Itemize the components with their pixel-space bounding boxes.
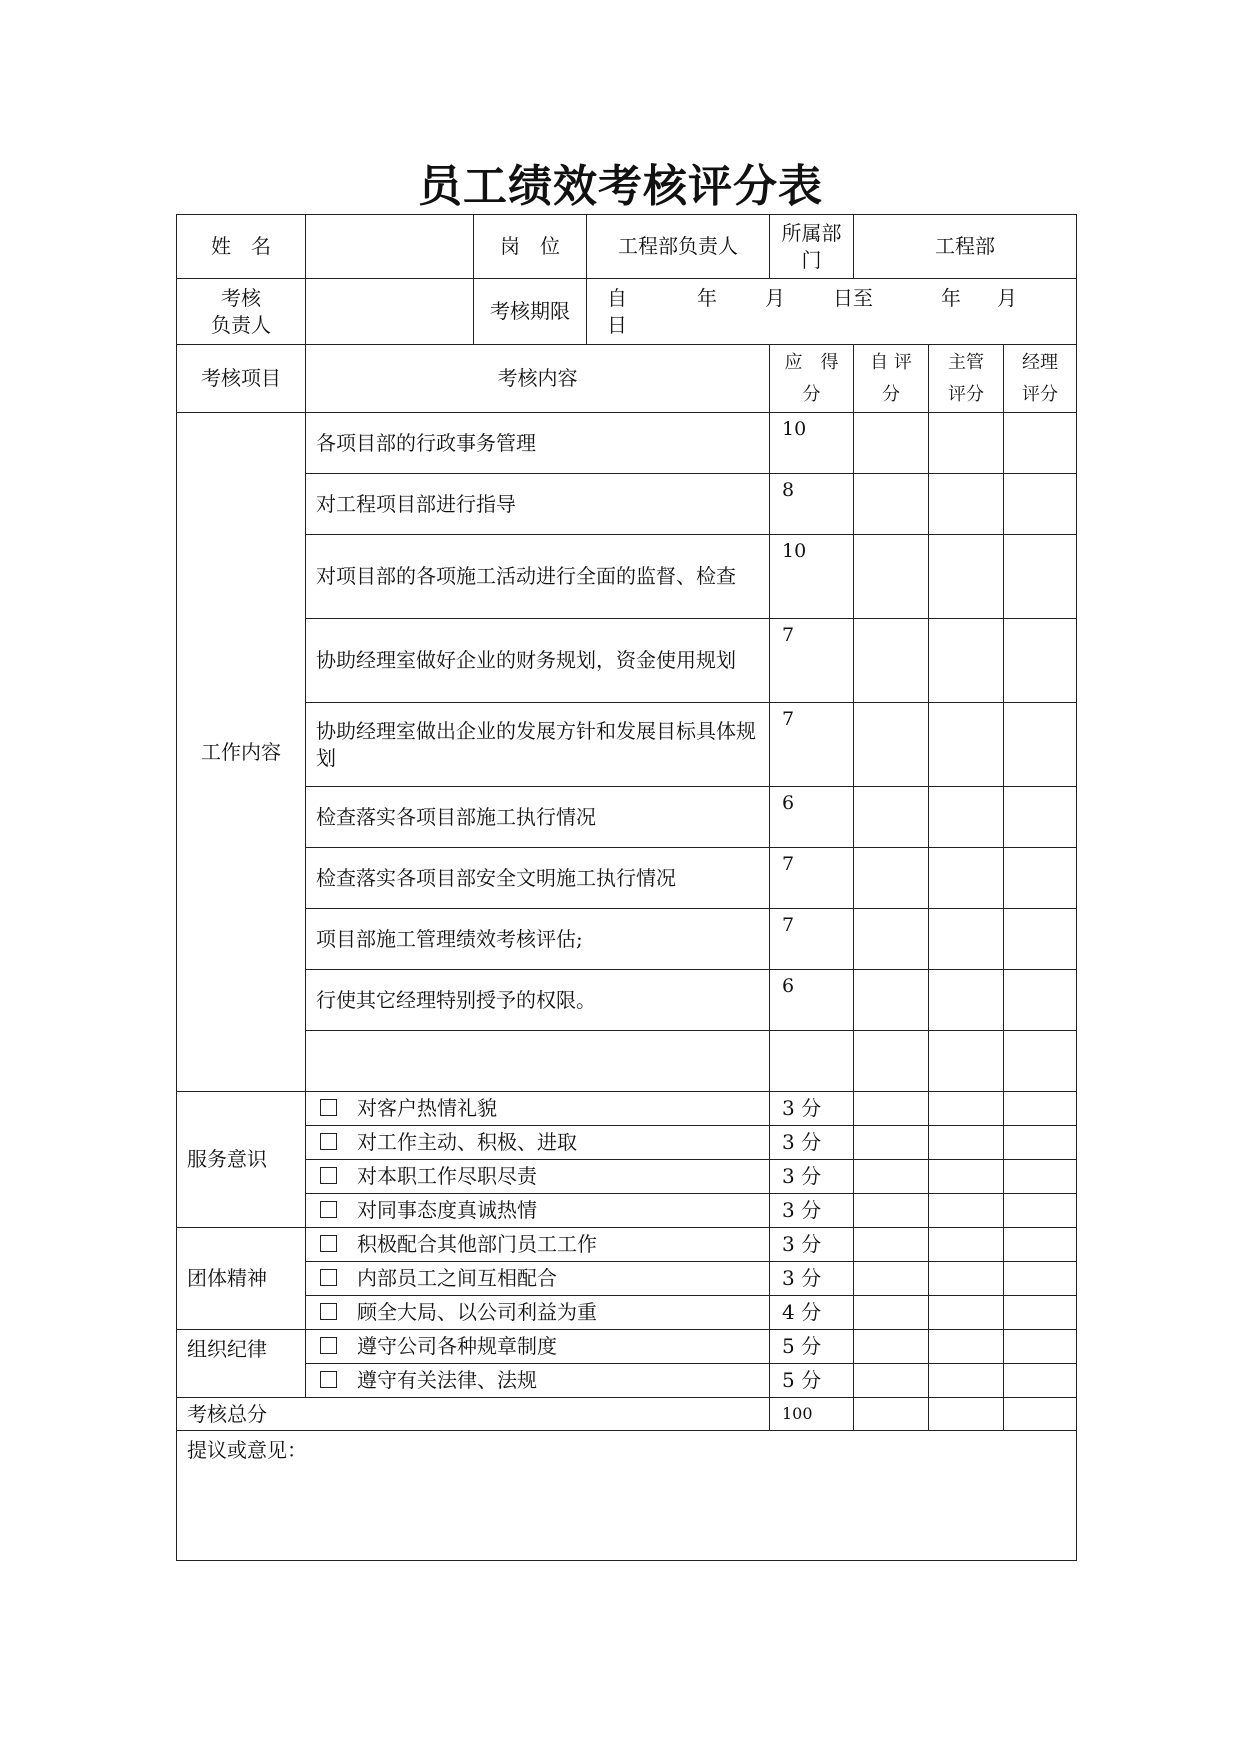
form-title: 员工绩效考核评分表 <box>418 161 823 212</box>
checkbox-item <box>306 1364 770 1398</box>
self-score-cell[interactable] <box>854 1296 929 1330</box>
checkbox-item-label: 遵守公司各种规章制度 <box>357 1334 557 1358</box>
period-day-2: 日 <box>607 312 627 337</box>
manager-score-cell[interactable] <box>1004 1031 1077 1092</box>
manager-score-cell[interactable] <box>1004 970 1077 1031</box>
item-points: 3 分 <box>770 1262 854 1296</box>
checkbox-icon[interactable] <box>320 1201 337 1218</box>
work-score-blank[interactable] <box>770 1031 854 1092</box>
supervisor-score-cell[interactable] <box>929 1228 1004 1262</box>
self-score-cell[interactable] <box>854 1330 929 1364</box>
self-score-cell[interactable] <box>854 787 929 848</box>
header-manager-line1: 经理 <box>1022 352 1058 373</box>
self-total-cell[interactable] <box>854 1398 929 1431</box>
self-score-cell[interactable] <box>854 474 929 535</box>
category-work: 工作内容 <box>177 413 306 1092</box>
supervisor-score-cell[interactable] <box>929 1092 1004 1126</box>
work-item-score: 6 <box>770 970 854 1031</box>
header-manager-line2: 评分 <box>1022 383 1058 405</box>
item-points: 3 分 <box>770 1228 854 1262</box>
total-value: 100 <box>770 1398 854 1431</box>
work-item-text: 协助经理室做出企业的发展方针和发展目标具体规划 <box>306 703 770 787</box>
checkbox-item <box>306 1126 770 1160</box>
header-self-score <box>854 345 929 413</box>
self-score-cell[interactable] <box>854 970 929 1031</box>
manager-score-cell[interactable] <box>1004 848 1077 909</box>
checkbox-icon[interactable] <box>320 1099 337 1116</box>
self-score-cell[interactable] <box>854 1228 929 1262</box>
header-due-score <box>770 345 854 413</box>
remarks-label: 提议或意见： <box>187 1438 307 1462</box>
period-label: 考核期限 <box>474 279 587 345</box>
checkbox-item-label: 积极配合其他部门员工工作 <box>357 1232 597 1256</box>
checkbox-item-label: 对客户热情礼貌 <box>357 1096 497 1120</box>
manager-score-cell[interactable] <box>1004 1228 1077 1262</box>
manager-score-cell[interactable] <box>1004 909 1077 970</box>
checkbox-item <box>306 1228 770 1262</box>
supervisor-score-cell[interactable] <box>929 1160 1004 1194</box>
checkbox-icon[interactable] <box>320 1133 337 1150</box>
header-manager-score <box>1004 345 1077 413</box>
manager-score-cell[interactable] <box>1004 1364 1077 1398</box>
item-points: 5 分 <box>770 1330 854 1364</box>
name-field[interactable] <box>306 215 474 279</box>
work-item-score: 7 <box>770 848 854 909</box>
supervisor-score-cell[interactable] <box>929 848 1004 909</box>
work-item-blank[interactable] <box>306 1031 770 1092</box>
self-score-cell[interactable] <box>854 1160 929 1194</box>
checkbox-item-label: 内部员工之间互相配合 <box>357 1266 557 1290</box>
total-label: 考核总分 <box>177 1398 770 1431</box>
manager-score-cell[interactable] <box>1004 535 1077 619</box>
supervisor-score-cell[interactable] <box>929 787 1004 848</box>
checkbox-icon[interactable] <box>320 1371 337 1388</box>
checkbox-icon[interactable] <box>320 1337 337 1354</box>
manager-score-cell[interactable] <box>1004 1092 1077 1126</box>
work-item-text: 各项目部的行政事务管理 <box>306 413 770 474</box>
supervisor-score-cell[interactable] <box>929 970 1004 1031</box>
item-points: 3 分 <box>770 1160 854 1194</box>
supervisor-score-cell[interactable] <box>929 1031 1004 1092</box>
checkbox-item-label: 对本职工作尽职尽责 <box>357 1164 537 1188</box>
name-label: 姓 名 <box>177 215 306 279</box>
header-self-line2: 分 <box>882 383 900 405</box>
self-score-cell[interactable] <box>854 1194 929 1228</box>
period-day-to: 日至 <box>833 285 873 310</box>
self-score-cell[interactable] <box>854 848 929 909</box>
header-due-line1: 应 得 <box>784 352 839 373</box>
supervisor-score-cell[interactable] <box>929 1194 1004 1228</box>
checkbox-icon[interactable] <box>320 1303 337 1320</box>
checkbox-item <box>306 1262 770 1296</box>
item-points: 3 分 <box>770 1126 854 1160</box>
header-supervisor-score <box>929 345 1004 413</box>
checkbox-item-label: 遵守有关法律、法规 <box>357 1368 537 1392</box>
header-supervisor-line1: 主管 <box>948 352 984 373</box>
manager-score-cell[interactable] <box>1004 1262 1077 1296</box>
remarks-field[interactable] <box>177 1431 1077 1561</box>
supervisor-score-cell[interactable] <box>929 1126 1004 1160</box>
category-discipline: 组织纪律 <box>177 1330 306 1398</box>
supervisor-score-cell[interactable] <box>929 1262 1004 1296</box>
period-year-2: 年 <box>941 285 961 310</box>
checkbox-icon[interactable] <box>320 1235 337 1252</box>
work-item-text: 检查落实各项目部施工执行情况 <box>306 787 770 848</box>
self-score-cell[interactable] <box>854 1092 929 1126</box>
header-self-line1: 自 评 <box>870 352 912 373</box>
header-supervisor-line2: 评分 <box>948 383 984 405</box>
period-year-1: 年 <box>697 285 717 310</box>
position-label: 岗 位 <box>474 215 587 279</box>
self-score-cell[interactable] <box>854 619 929 703</box>
category-team: 团体精神 <box>177 1228 306 1330</box>
item-points: 5 分 <box>770 1364 854 1398</box>
self-score-cell[interactable] <box>854 703 929 787</box>
checkbox-icon[interactable] <box>320 1167 337 1184</box>
self-score-cell[interactable] <box>854 909 929 970</box>
manager-score-cell[interactable] <box>1004 413 1077 474</box>
self-score-cell[interactable] <box>854 1364 929 1398</box>
work-item-text: 检查落实各项目部安全文明施工执行情况 <box>306 848 770 909</box>
supervisor-score-cell[interactable] <box>929 909 1004 970</box>
header-item: 考核项目 <box>177 345 306 413</box>
checkbox-item <box>306 1330 770 1364</box>
work-item-score: 7 <box>770 619 854 703</box>
supervisor-score-cell[interactable] <box>929 1364 1004 1398</box>
work-item-text: 行使其它经理特别授予的权限。 <box>306 970 770 1031</box>
item-points: 3 分 <box>770 1092 854 1126</box>
work-item-score: 10 <box>770 535 854 619</box>
period-month-1: 月 <box>765 285 785 310</box>
supervisor-score-cell[interactable] <box>929 1330 1004 1364</box>
department-label: 所属部门 <box>770 215 854 279</box>
manager-score-cell[interactable] <box>1004 1126 1077 1160</box>
category-service: 服务意识 <box>177 1092 306 1228</box>
work-item-score: 8 <box>770 474 854 535</box>
self-score-cell[interactable] <box>854 1031 929 1092</box>
work-item-text: 协助经理室做好企业的财务规划，资金使用规划 <box>306 619 770 703</box>
checkbox-item-label: 顾全大局、以公司利益为重 <box>357 1300 597 1324</box>
work-item-score: 10 <box>770 413 854 474</box>
assessor-label-line1: 考核 <box>221 285 261 310</box>
self-score-cell[interactable] <box>854 535 929 619</box>
item-points: 4 分 <box>770 1296 854 1330</box>
checkbox-item <box>306 1296 770 1330</box>
work-item-text: 对工程项目部进行指导 <box>306 474 770 535</box>
checkbox-item-label: 对工作主动、积极、进取 <box>357 1130 577 1154</box>
supervisor-score-cell[interactable] <box>929 474 1004 535</box>
manager-score-cell[interactable] <box>1004 1330 1077 1364</box>
self-score-cell[interactable] <box>854 1126 929 1160</box>
self-score-cell[interactable] <box>854 1262 929 1296</box>
checkbox-icon[interactable] <box>320 1269 337 1286</box>
manager-score-cell[interactable] <box>1004 1296 1077 1330</box>
supervisor-score-cell[interactable] <box>929 413 1004 474</box>
self-score-cell[interactable] <box>854 413 929 474</box>
manager-score-cell[interactable] <box>1004 703 1077 787</box>
checkbox-item <box>306 1092 770 1126</box>
manager-score-cell[interactable] <box>1004 619 1077 703</box>
manager-score-cell[interactable] <box>1004 1160 1077 1194</box>
supervisor-score-cell[interactable] <box>929 703 1004 787</box>
assessor-field[interactable] <box>306 279 474 345</box>
item-points: 3 分 <box>770 1194 854 1228</box>
assessor-label-line2: 负责人 <box>211 312 271 337</box>
work-item-text: 对项目部的各项施工活动进行全面的监督、检查 <box>306 535 770 619</box>
assessor-label <box>177 279 306 345</box>
work-item-score: 7 <box>770 909 854 970</box>
manager-score-cell[interactable] <box>1004 474 1077 535</box>
department-value[interactable]: 工程部 <box>854 215 1077 279</box>
supervisor-score-cell[interactable] <box>929 619 1004 703</box>
period-from: 自 <box>607 285 627 310</box>
assessment-table <box>176 214 1077 1561</box>
manager-total-cell[interactable] <box>1004 1398 1077 1431</box>
header-content: 考核内容 <box>306 345 770 413</box>
work-item-text: 项目部施工管理绩效考核评估; <box>306 909 770 970</box>
manager-score-cell[interactable] <box>1004 1194 1077 1228</box>
supervisor-score-cell[interactable] <box>929 535 1004 619</box>
header-due-line2: 分 <box>802 383 821 405</box>
work-item-score: 7 <box>770 703 854 787</box>
period-field[interactable] <box>587 279 1077 345</box>
supervisor-total-cell[interactable] <box>929 1398 1004 1431</box>
work-item-score: 6 <box>770 787 854 848</box>
checkbox-item <box>306 1160 770 1194</box>
checkbox-item-label: 对同事态度真诚热情 <box>357 1198 537 1222</box>
position-value[interactable]: 工程部负责人 <box>587 215 770 279</box>
supervisor-score-cell[interactable] <box>929 1296 1004 1330</box>
checkbox-item <box>306 1194 770 1228</box>
period-month-2: 月 <box>997 285 1017 310</box>
manager-score-cell[interactable] <box>1004 787 1077 848</box>
